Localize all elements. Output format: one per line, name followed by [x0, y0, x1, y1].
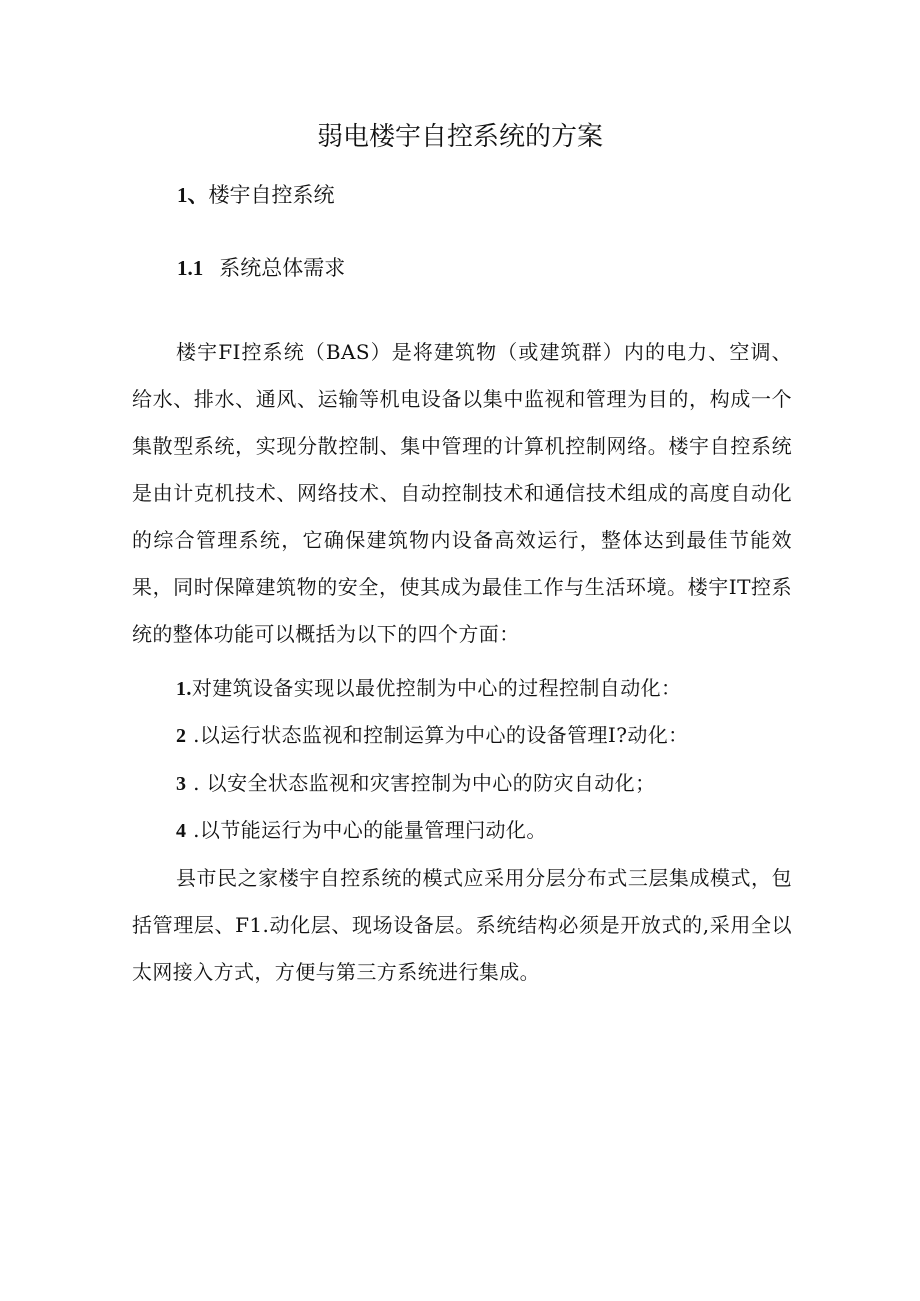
body-paragraph-mode: 县市民之家楼宇自控系统的模式应采用分层分布式三层集成模式，包括管理层、F1.动化层、现场设备层。系统结构必须是开放式的,采用全以太网接入方式，方便与第三方系统进行集成。	[132, 866, 792, 984]
subsection-number: 1.1	[177, 256, 204, 280]
list-item	[176, 712, 689, 760]
section-title: 楼宇自控系统	[208, 183, 335, 207]
section-heading-1	[177, 177, 335, 213]
section-heading-1-1	[177, 250, 345, 286]
list-text: . 以安全状态监视和灾害控制为中心的防灾自动化；	[186, 771, 656, 795]
list-text: .以节能运行为中心的能量管理闩动化。	[186, 818, 547, 842]
list-item	[176, 760, 655, 808]
list-number: 4	[176, 820, 187, 842]
list-item	[176, 807, 547, 855]
list-item	[176, 665, 681, 713]
body-paragraph-intro: 楼宇FI控系统（BAS）是将建筑物（或建筑群）内的电力、空调、给水、排水、通风、运输等机电设备以集中监视和管理为目的，构成一个集散型系统，实现分散控制、集中管理的计算机控制网络。楼宇自控系统是由计克机技术、网络技术、自动控制技术和通信技术组成的高度自动化的综合管理系统，它确保建筑物内设备高效运行，整体达到最佳节能效果，同时保障建筑物的安全，使其成为最佳工作与生活环境。楼宇IT控系统的整体功能可以概括为以下的四个方面：	[132, 340, 792, 646]
subsection-title: 系统总体需求	[219, 256, 346, 280]
list-number: 1.	[176, 678, 192, 700]
list-text: 对建筑设备实现以最优控制为中心的过程控制自动化：	[191, 676, 682, 700]
list-text: .以运行状态监视和控制运算为中心的设备管理I?动化：	[186, 723, 689, 747]
document-title: 弱电楼宇自控系统的方案	[316, 122, 603, 152]
list-number: 3	[176, 773, 187, 795]
section-number: 1、	[177, 183, 209, 207]
list-number: 2	[176, 725, 187, 747]
